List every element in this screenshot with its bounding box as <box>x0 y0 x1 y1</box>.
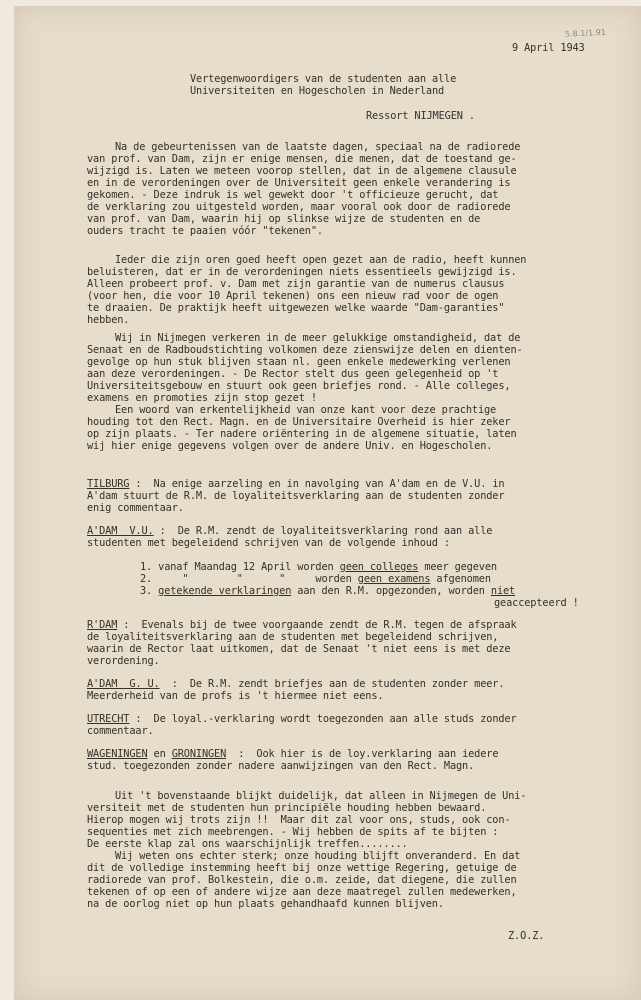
text-run: 1. vanaf Maandag 12 April worden <box>140 561 340 573</box>
text-run: en <box>147 748 172 760</box>
text-line <box>115 141 520 153</box>
underlined-text: getekende verklaringen <box>158 585 292 597</box>
text-line <box>87 440 492 452</box>
text-run: 2. " " " worden <box>140 573 358 585</box>
text-run: Uit 't bovenstaande blijkt duidelijk, dat alleen in Nijmegen de Uni- <box>115 790 527 802</box>
text-run: versiteit met de studenten hun principiële houding hebben bewaard. <box>87 802 487 814</box>
text-run: tekenen of op een of andere wijze aan deze maatregel zullen medewerken, <box>87 886 517 898</box>
text-run: : De R.M. zendt de loyaliteitsverklaring rond aan alle <box>153 525 493 537</box>
text-run: de verklaring zou uitgesteld worden, maar vooral ook door de radiorede <box>87 201 511 213</box>
text-run: Een woord van erkentelijkheid van onze kant voor deze prachtige <box>115 404 497 416</box>
text-line <box>87 344 523 356</box>
text-line <box>115 850 520 862</box>
text-run: gekomen. - Deze indruk is wel gewekt door 't officieuze gerucht, dat <box>87 189 499 201</box>
text-run: Meerderheid van de profs is 't hiermee niet eens. <box>87 690 384 702</box>
text-line <box>87 428 517 440</box>
letter-date: 9 April 1943 <box>512 42 585 54</box>
text-line <box>140 561 497 573</box>
text-line <box>87 760 474 772</box>
text-line <box>87 213 480 225</box>
text-line <box>87 898 444 910</box>
text-line <box>87 874 517 886</box>
text-line <box>87 748 498 760</box>
text-line <box>115 404 496 416</box>
text-line <box>87 189 498 201</box>
text-line <box>87 490 504 502</box>
text-run: Universiteitsgebouw en stuurt ook geen briefjes rond. - Alle colleges, <box>87 380 511 392</box>
text-run: Na de gebeurtenissen van de laatste dagen, speciaal na de radiorede <box>115 141 521 153</box>
text-run: : Ook hier is de loy.verklaring aan iedere <box>226 748 499 760</box>
text-line <box>87 814 510 826</box>
text-run: dit de volledige instemming heeft bij onze wettige Regering, getuige de <box>87 862 517 874</box>
text-line <box>87 713 517 725</box>
text-line <box>115 254 526 266</box>
text-run: : Na enige aarzeling en in navolging van A'dam en de V.U. in <box>129 478 505 490</box>
underlined-text: niet <box>490 585 516 597</box>
underlined-text: geen examens <box>357 573 431 585</box>
text-line <box>87 643 510 655</box>
text-run: verordening. <box>87 655 160 667</box>
text-line <box>87 525 492 537</box>
text-run: en in de verordeningen over de Universiteit geen enkele verandering is <box>87 177 511 189</box>
text-run: 3. <box>140 585 159 597</box>
text-run: wij hier enige gegevens volgen over de andere Univ. en Hogescholen. <box>87 440 493 452</box>
text-line <box>508 930 544 942</box>
text-line <box>87 314 129 326</box>
text-line <box>87 631 498 643</box>
text-line <box>115 790 526 802</box>
text-line <box>87 278 504 290</box>
header-ressort: Ressort NIJMEGEN . <box>366 110 475 122</box>
text-line <box>87 368 498 380</box>
text-run: van prof. van Dam, waarin hij op slinkse wijze de studenten en de <box>87 213 481 225</box>
text-line <box>87 690 383 702</box>
text-run: afgenomen <box>430 573 491 585</box>
text-run: Z.O.Z. <box>508 930 545 942</box>
text-run: te draaien. De praktijk heeft uitgewezen welke waarde "Dam-garanties" <box>87 302 505 314</box>
underlined-text: geen colleges <box>339 561 419 573</box>
text-line <box>494 597 579 609</box>
text-run: wijzigd is. Laten we meteen voorop stellen, dat in de algemene clausule <box>87 165 517 177</box>
header-line-1: Vertegenwoordigers van de studenten aan alle <box>190 73 457 85</box>
text-line <box>87 838 408 850</box>
archive-annotation: 5.8.1/1.91 <box>564 27 607 39</box>
text-run: commentaar. <box>87 725 154 737</box>
text-line <box>87 225 323 237</box>
underlined-text: UTRECHT <box>87 713 130 725</box>
text-line <box>87 177 510 189</box>
text-run: geaccepteerd ! <box>494 597 579 609</box>
text-line <box>140 585 515 597</box>
underlined-text: R'DAM <box>87 619 118 631</box>
text-run: waarin de Rector laat uitkomen, dat de Senaat 't niet eens is met deze <box>87 643 511 655</box>
text-run: houding tot den Rect. Magn. en de Universitaire Overheid is hier zeker <box>87 416 511 428</box>
text-run: op zijn plaats. - Ter nadere oriëntering in de algemene situatie, laten <box>87 428 517 440</box>
text-run: Alleen probeert prof. v. Dam met zijn garantie van de numerus clausus <box>87 278 505 290</box>
text-run: stud. toegezonden zonder nadere aanwijzingen van den Rect. Magn. <box>87 760 475 772</box>
text-run: Senaat en de Radboudstichting volkomen deze zienswijze delen en dienten- <box>87 344 523 356</box>
underlined-text: A'DAM V.U. <box>87 525 154 537</box>
underlined-text: TILBURG <box>87 478 130 490</box>
text-run: examens en promoties zijn stop gezet ! <box>87 392 317 404</box>
text-line <box>87 201 510 213</box>
text-run: Wij in Nijmegen verkeren in de meer gelukkige omstandigheid, dat de <box>115 332 521 344</box>
text-run: aan deze verordeningen. - De Rector stelt dus geen gelegenheid op 't <box>87 368 499 380</box>
text-line <box>87 165 517 177</box>
text-line <box>87 356 510 368</box>
text-line <box>87 266 517 278</box>
text-run: meer gegeven <box>418 561 497 573</box>
text-run: De eerste klap zal ons waarschijnlijk treffen........ <box>87 838 408 850</box>
text-run: : De R.M. zendt briefjes aan de studenten zonder meer. <box>159 678 505 690</box>
text-line <box>87 725 154 737</box>
text-line <box>87 678 504 690</box>
text-line <box>87 290 498 302</box>
text-line <box>87 153 517 165</box>
text-run: ouders tracht te paaien vóór "tekenen". <box>87 225 323 237</box>
text-run: (voor hen, die voor 10 April tekenen) ons een nieuw rad voor de ogen <box>87 290 499 302</box>
text-run: Ieder die zijn oren goed heeft open gezet aan de radio, heeft kunnen <box>115 254 527 266</box>
text-line <box>87 502 184 514</box>
text-line <box>87 619 517 631</box>
text-run: : De loyal.-verklaring wordt toegezonden aan alle studs zonder <box>129 713 517 725</box>
text-line <box>87 478 504 490</box>
text-line <box>87 416 510 428</box>
text-line <box>87 302 504 314</box>
text-line <box>87 862 517 874</box>
text-run: Wij weten ons echter sterk; onze houding blijft onveranderd. En dat <box>115 850 521 862</box>
text-line <box>115 332 520 344</box>
text-run: na de oorlog niet op hun plaats gehandhaafd kunnen blijven. <box>87 898 444 910</box>
text-line <box>87 537 450 549</box>
text-run: studenten met begeleidend schrijven van de volgende inhoud : <box>87 537 450 549</box>
text-run: aan den R.M. opgezonden, worden <box>291 585 491 597</box>
text-line <box>87 886 517 898</box>
text-run: Hierop mogen wij trots zijn !! Maar dit zal voor ons, studs, ook con- <box>87 814 511 826</box>
text-run: hebben. <box>87 314 130 326</box>
text-run: van prof. van Dam, zijn er enige mensen, die menen, dat de toestand ge- <box>87 153 517 165</box>
text-run: de loyaliteitsverklaring aan de studenten met begeleidend schrijven, <box>87 631 499 643</box>
text-run: sequenties met zich meebrengen. - Wij hebben de spits af te bijten : <box>87 826 499 838</box>
text-line <box>87 392 317 404</box>
underlined-text: A'DAM G. U. <box>87 678 160 690</box>
text-run: radiorede van prof. Bolkestein, die o.m. zeide, dat diegene, die zullen <box>87 874 517 886</box>
text-line <box>140 573 491 585</box>
text-line <box>87 655 160 667</box>
text-line <box>87 380 510 392</box>
header-line-2: Universiteiten en Hogescholen in Nederland <box>190 85 445 97</box>
text-run: A'dam stuurt de R.M. de loyaliteitsverklaring aan de studenten zonder <box>87 490 505 502</box>
underlined-text: GRONINGEN <box>171 748 227 760</box>
text-run: gevolge op hun stuk blijven staan nl. geen enkele medewerking verlenen <box>87 356 511 368</box>
text-line <box>87 802 486 814</box>
text-run: : Evenals bij de twee voorgaande zendt de R.M. tegen de afspraak <box>117 619 517 631</box>
underlined-text: WAGENINGEN <box>87 748 148 760</box>
text-run: enig commentaar. <box>87 502 184 514</box>
text-line <box>87 826 498 838</box>
text-run: beluisteren, dat er in de verordeningen niets essentieels gewijzigd is. <box>87 266 517 278</box>
